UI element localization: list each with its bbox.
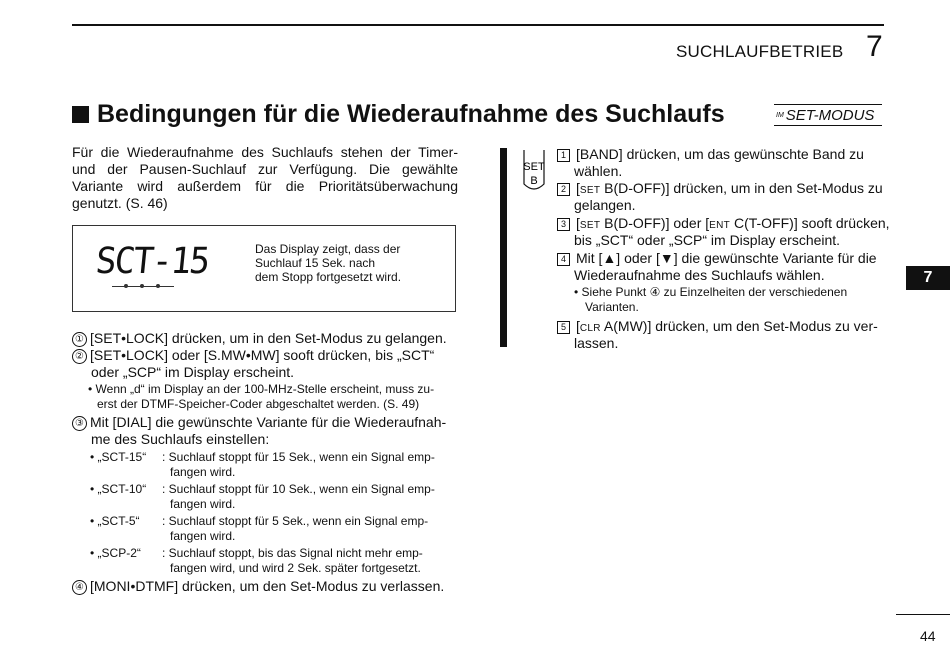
right-step-4: 4 Mit [▲] oder [▼] die gewünschte Variante für die	[557, 250, 877, 267]
right-step-1-cont: wählen.	[574, 163, 623, 179]
option-desc-cont: fangen wird, und wird 2 Sek. später fortgesetzt.	[170, 561, 421, 575]
option-key: • „SCT-10“	[90, 482, 147, 496]
set-key-icon	[518, 148, 550, 194]
right-step-4-note: • Siehe Punkt ④ zu Einzelheiten der verschiedenen	[574, 285, 848, 299]
right-step-5: 5 [CLR A(MW)] drücken, um den Set-Modus zu ver-	[557, 318, 878, 337]
option-key: • „SCT-5“	[90, 514, 140, 528]
step-2-note: • Wenn „d“ im Display an der 100-MHz-Stelle erscheint, muss zu-	[88, 382, 435, 396]
step-3-cont: me des Suchlaufs einstellen:	[91, 431, 270, 447]
chapter-tab[interactable]: 7	[906, 266, 950, 290]
right-step-3: 3 [SET B(D-OFF)] oder [ENT C(T-OFF)] sooft drücken,	[557, 215, 890, 234]
set-mode-badge	[774, 104, 882, 126]
right-step-4-cont: Wiederaufnahme des Suchlaufs wählen.	[574, 267, 825, 283]
option-desc-cont: fangen wird.	[170, 465, 236, 479]
section-title: Bedingungen für die Wiederaufnahme des Suchlaufs	[97, 100, 725, 128]
right-step-2-cont: gelangen.	[574, 197, 636, 213]
option-desc-cont: fangen wird.	[170, 529, 236, 543]
set-key-bottom: B	[530, 175, 538, 187]
mode-small-label: IM	[776, 111, 784, 119]
option-key: • „SCT-15“	[90, 450, 147, 464]
step-2-note-cont: erst der DTMF-Speicher-Coder abgeschaltet werden. (S. 49)	[97, 397, 420, 411]
option-desc: : Suchlauf stoppt, bis das Signal nicht mehr emp-	[162, 546, 423, 560]
step-1: ① [SET•LOCK] drücken, um in den Set-Modus zu gelangen.	[72, 330, 462, 347]
intro-paragraph: Für die Wiederaufnahme des Suchlaufs stehen der Timer- und der Pausen-Suchlauf zur Verfügung. Die gewählte Variante wird außerdem für die Prioritätsüberwachung genutzt. (S. 46)	[72, 144, 458, 211]
sidebar-bar	[500, 148, 507, 347]
step-2-cont: oder „SCP“ im Display erscheint.	[91, 364, 295, 380]
option-key: • „SCP-2“	[90, 546, 141, 560]
chapter-number: 7	[866, 30, 883, 63]
right-step-5-cont: lassen.	[574, 335, 619, 351]
footer-rule	[896, 614, 950, 615]
section-heading	[72, 100, 725, 129]
option-desc-cont: fangen wird.	[170, 497, 236, 511]
option-desc: : Suchlauf stoppt für 5 Sek., wenn ein Signal emp-	[162, 514, 429, 528]
mode-label: SET-MODUS	[785, 106, 875, 124]
option-desc: : Suchlauf stoppt für 10 Sek., wenn ein Signal emp-	[162, 482, 435, 496]
lcd-readout: SCT-15	[93, 241, 211, 282]
page-number: 44	[920, 628, 936, 644]
right-step-2: 2 [SET B(D-OFF)] drücken, um in den Set-Modus zu	[557, 180, 883, 199]
chapter-title: SUCHLAUFBETRIEB	[676, 42, 844, 61]
step-3: ③ Mit [DIAL] die gewünschte Variante für die Wiederaufnah-	[72, 414, 462, 431]
option-desc: : Suchlauf stoppt für 15 Sek., wenn ein Signal emp-	[162, 450, 435, 464]
display-caption: Das Display zeigt, dass der Suchlauf 15 Sek. nach dem Stopp fortgesetzt wird.	[255, 242, 402, 284]
lcd-scale-icon	[112, 283, 174, 289]
square-bullet-icon	[72, 106, 89, 123]
header-rule	[72, 24, 884, 26]
right-step-1: 1 [BAND] drücken, um das gewünschte Band zu	[557, 146, 864, 163]
right-step-4-note-cont: Varianten.	[585, 300, 639, 314]
right-step-3-cont: bis „SCT“ oder „SCP“ im Display erscheint.	[574, 232, 841, 248]
step-4: ④ [MONI•DTMF] drücken, um den Set-Modus zu verlassen.	[72, 578, 462, 595]
step-2: ② [SET•LOCK] oder [S.MW•MW] sooft drücken, bis „SCT“	[72, 347, 462, 364]
set-key-top: SET	[523, 161, 545, 173]
